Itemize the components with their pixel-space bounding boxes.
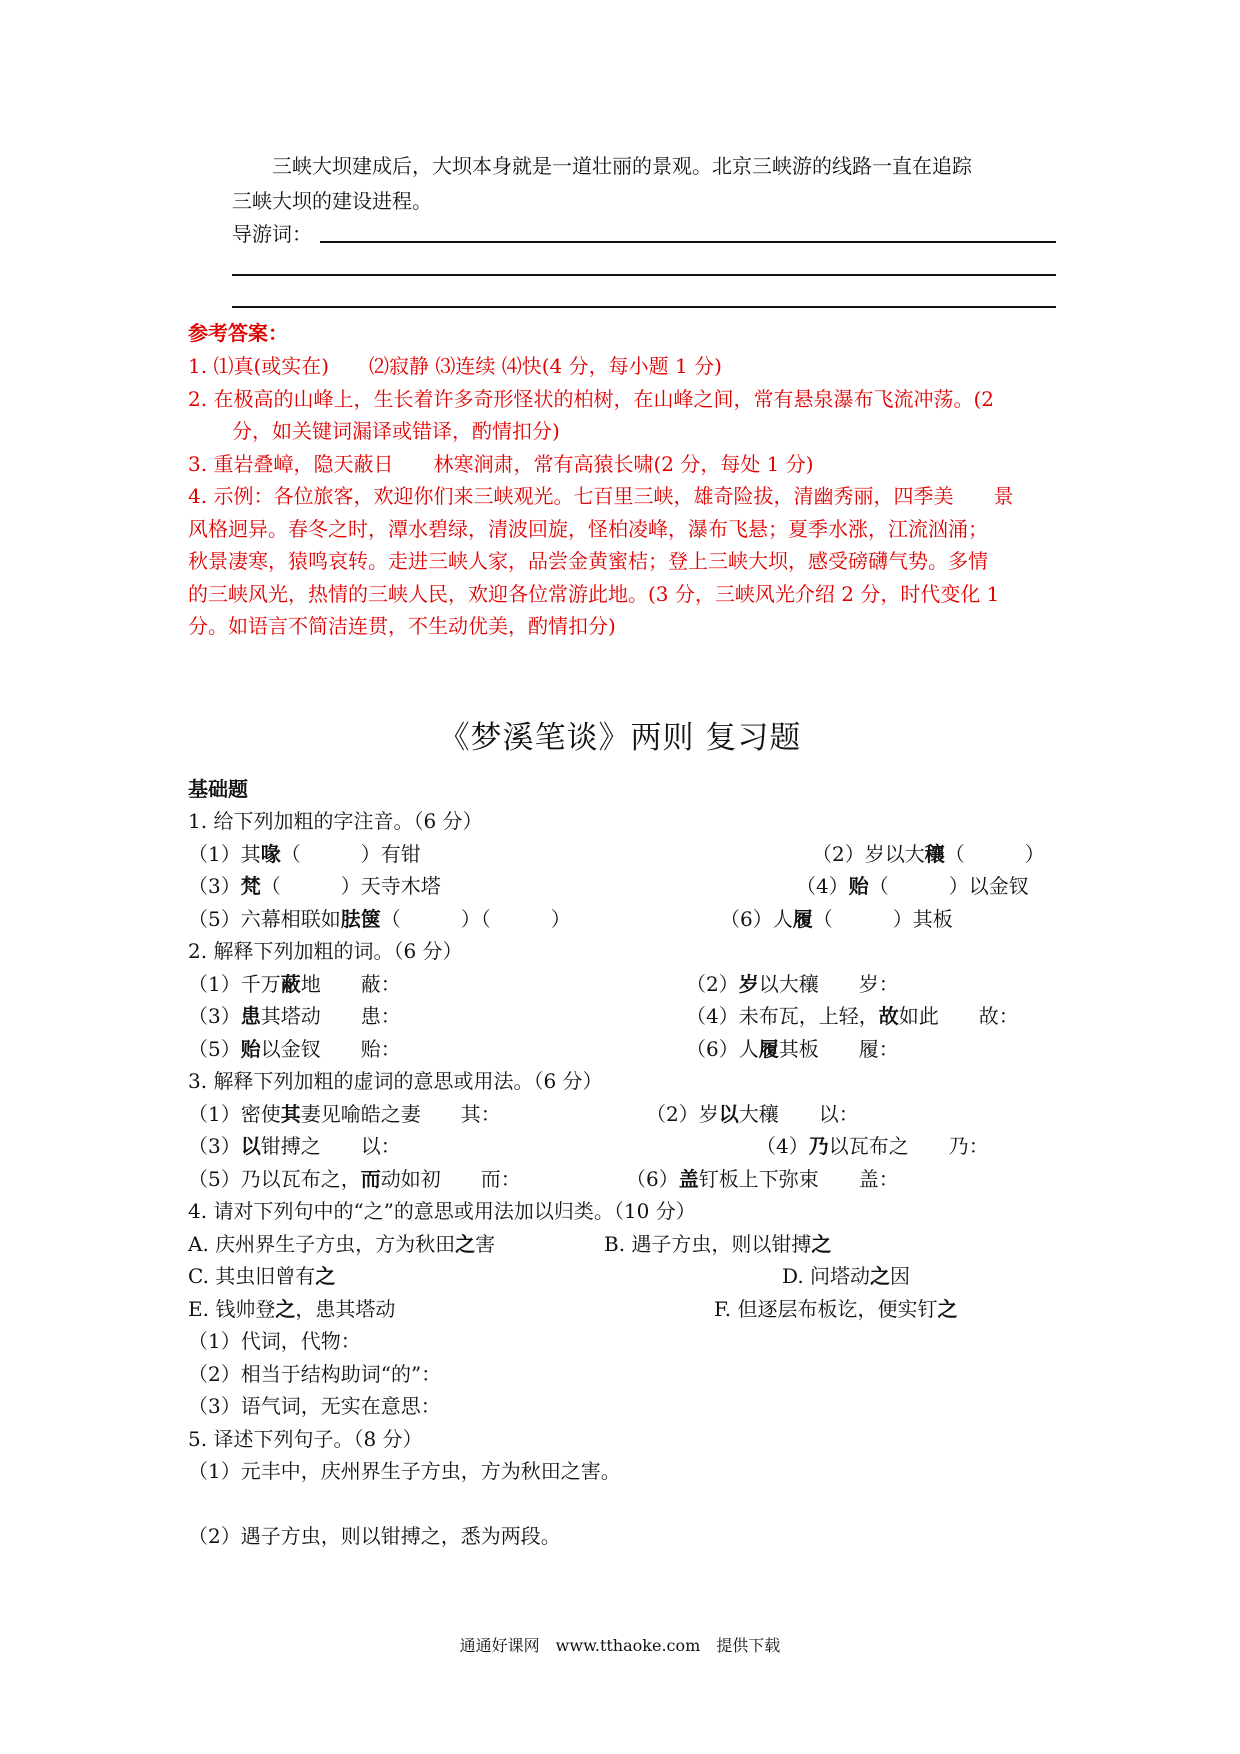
q2-item-1: （1）千万蔽地 蔽： bbox=[188, 972, 401, 996]
q5-sentence-1: （1）元丰中，庆州界生子方虫，方为秋田之害。 bbox=[188, 1459, 621, 1483]
q3-item-6: （6）盖钉板上下弥束 盖： bbox=[626, 1167, 899, 1191]
guide-label: 导游词： bbox=[232, 222, 312, 246]
q4-option-e: E. 钱帅登之，患其塔动 bbox=[188, 1297, 396, 1321]
q4-sub-1: （1）代词，代物： bbox=[188, 1329, 361, 1353]
q1-item-3: （3）梵（ ）天寺木塔 bbox=[188, 874, 441, 898]
answer-2-line-1: 2. 在极高的山峰上，生长着许多奇形怪状的柏树，在山峰之间，常有悬泉瀑布飞流冲荡。(2 bbox=[188, 387, 994, 411]
q1-item-4: （4）贻（ ）以金钗 bbox=[796, 874, 1029, 898]
section-title: 《梦溪笔谈》两则 复习题 bbox=[438, 720, 802, 756]
q3-heading: 3. 解释下列加粗的虚词的意思或用法。（6 分） bbox=[188, 1069, 603, 1093]
q3-item-5: （5）乃以瓦布之，而动如初 而： bbox=[188, 1167, 521, 1191]
answer-4-line-4: 的三峡风光，热情的三峡人民，欢迎各位常游此地。(3 分，三峡风光介绍 2 分，时代变化 1 bbox=[188, 582, 1000, 606]
q2-item-3: （3）患其塔动 患： bbox=[188, 1004, 401, 1028]
answer-4-line-5: 分。如语言不简洁连贯，不生动优美，酌情扣分) bbox=[188, 614, 616, 638]
answer-4-line-3: 秋景凄寒，猿鸣哀转。走进三峡人家，品尝金黄蜜桔；登上三峡大坝，感受磅礴气势。多情 bbox=[188, 549, 988, 573]
q5-sentence-2: （2）遇子方虫，则以钳搏之，悉为两段。 bbox=[188, 1524, 561, 1548]
q3-item-2: （2）岁以大穰 以： bbox=[646, 1102, 859, 1126]
intro-line-2: 三峡大坝的建设进程。 bbox=[232, 189, 432, 213]
page-footer: 通通好课网 www.tthaoke.com 提供下载 bbox=[459, 1636, 781, 1655]
answer-line-1[interactable] bbox=[320, 241, 1056, 243]
q4-option-f: F. 但逐层布板讫，便实钉之 bbox=[714, 1297, 958, 1321]
q1-item-5: （5）六幕相联如胠箧（ ）（ ） bbox=[188, 907, 571, 931]
q1-heading: 1. 给下列加粗的字注音。（6 分） bbox=[188, 809, 483, 833]
q1-item-6: （6）人履（ ）其板 bbox=[720, 907, 953, 931]
answer-3: 3. 重岩叠嶂，隐天蔽日 林寒涧肃，常有高猿长啸(2 分，每处 1 分) bbox=[188, 452, 814, 476]
answer-1: 1. ⑴真(或实在) ⑵寂静 ⑶连续 ⑷快(4 分，每小题 1 分) bbox=[188, 354, 722, 378]
q2-item-5: （5）贻以金钗 贻： bbox=[188, 1037, 401, 1061]
q1-item-1: （1）其喙（ ）有钳 bbox=[188, 842, 421, 866]
answer-2-line-2: 分，如关键词漏译或错译，酌情扣分) bbox=[232, 419, 560, 443]
q2-heading: 2. 解释下列加粗的词。（6 分） bbox=[188, 939, 463, 963]
answer-4-line-2: 风格迥异。春冬之时，潭水碧绿，清波回旋，怪柏凌峰，瀑布飞悬；夏季水涨，江流汹涌； bbox=[188, 517, 988, 541]
q5-heading: 5. 译述下列句子。（8 分） bbox=[188, 1427, 423, 1451]
answers-heading: 参考答案： bbox=[188, 321, 288, 345]
q4-option-c: C. 其虫旧曾有之 bbox=[188, 1264, 336, 1288]
q2-item-6: （6）人履其板 履： bbox=[686, 1037, 899, 1061]
answer-line-3[interactable] bbox=[232, 306, 1056, 308]
q1-item-2: （2）岁以大穰（ ） bbox=[812, 842, 1045, 866]
q2-item-4: （4）未布瓦，上轻，故如此 故： bbox=[686, 1004, 1019, 1028]
q4-heading: 4. 请对下列句中的“之”的意思或用法加以归类。（10 分） bbox=[188, 1199, 696, 1223]
q4-option-d: D. 问塔动之因 bbox=[782, 1264, 911, 1288]
q3-item-3: （3）以钳搏之 以： bbox=[188, 1134, 401, 1158]
q4-sub-3: （3）语气词，无实在意思： bbox=[188, 1394, 441, 1418]
q2-item-2: （2）岁以大穰 岁： bbox=[686, 972, 899, 996]
q3-item-4: （4）乃以瓦布之 乃： bbox=[756, 1134, 989, 1158]
basic-heading: 基础题 bbox=[188, 777, 248, 801]
answer-line-2[interactable] bbox=[232, 274, 1056, 276]
intro-line-1: 三峡大坝建成后，大坝本身就是一道壮丽的景观。北京三峡游的线路一直在追踪 bbox=[272, 154, 972, 178]
q4-option-a: A. 庆州界生子方虫，方为秋田之害 bbox=[188, 1232, 496, 1256]
q3-item-1: （1）密使其妻见喻皓之妻 其： bbox=[188, 1102, 501, 1126]
answer-4-line-1: 4. 示例：各位旅客，欢迎你们来三峡观光。七百里三峡，雄奇险拔，清幽秀丽，四季美 景 bbox=[188, 484, 1014, 508]
q4-sub-2: （2）相当于结构助词“的”： bbox=[188, 1362, 442, 1386]
q4-option-b: B. 遇子方虫，则以钳搏之 bbox=[604, 1232, 832, 1256]
